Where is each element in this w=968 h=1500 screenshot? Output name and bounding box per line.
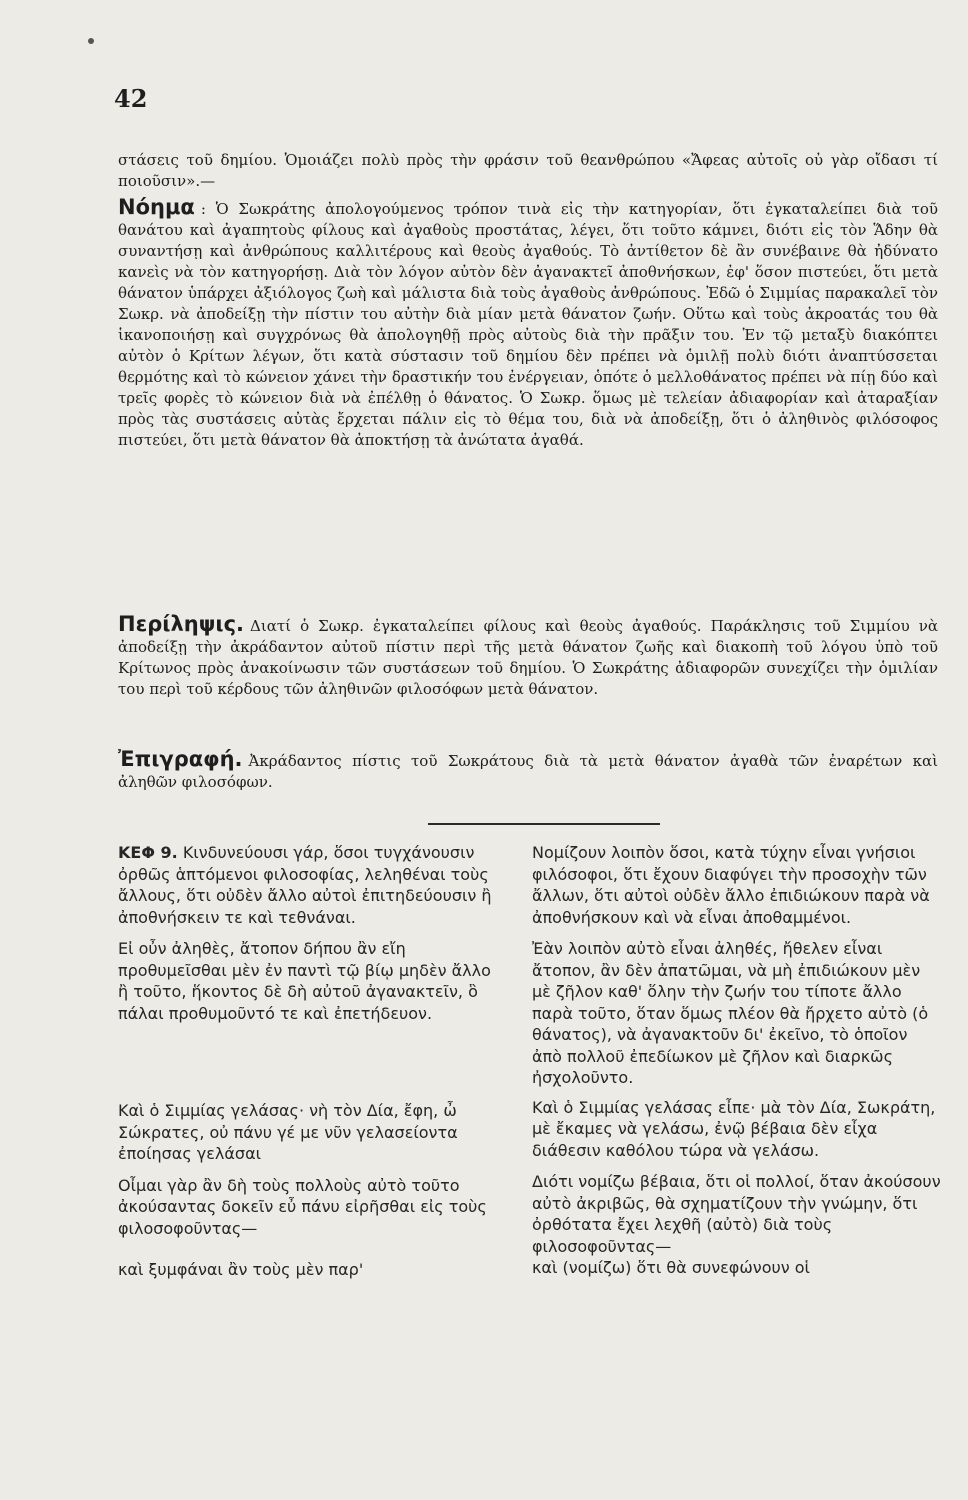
perilipsis-heading: Περίληψις. [118,612,244,636]
ink-dot [88,38,94,44]
chapter-label: ΚΕΦ 9. [118,843,178,862]
translation-paragraph: Νομίζουν λοιπὸν ὅσοι, κατὰ τύχην εἶναι γνήσιοι φιλόσοφοι, ὅτι ἔχουν διαφύγει τὴν προσοχὴν τῶν ἄλλων, ὅτι αὐτοὶ οὐδὲν ἄλλο ἐπιδιώκουν παρὰ νὰ ἀποθνήσκουν καὶ νὰ εἶναι ἀποθαμμένοι. [532,843,930,927]
ancient-greek-column [118,842,504,1291]
greek-paragraph: Οἶμαι γὰρ ἂν δὴ τοὺς πολλοὺς αὐτὸ τοῦτο ἀκούσαντας δοκεῖν εὖ πάνυ εἰρῆσθαι εἰς τοὺς φιλοσοφοῦντας— [118,1175,487,1238]
section-divider [428,823,660,825]
section-noima [118,197,938,451]
noima-heading: Νόημα [118,195,195,219]
greek-paragraph: καὶ ξυμφάναι ἂν τοὺς μὲν παρ' [118,1260,364,1279]
translation-paragraph: Διότι νομίζω βέβαια, ὅτι οἱ πολλοί, ὅταν ἀκούσουν αὐτὸ ἀκριβῶς, θὰ σχηματίζουν τὴν γνώμην, ὅτι ὀρθότατα ἔχει λεχθῆ (αὐτὸ) διὰ τοὺς φιλοσοφοῦντας— [532,1172,941,1256]
greek-paragraph: Καὶ ὁ Σιμμίας γελάσας· νὴ τὸν Δία, ἔφη, ὦ Σώκρατες, οὐ πάνυ γέ με νῦν γελασείοντα ἐποίησας γελάσαι [118,1101,458,1163]
noima-text: : Ὁ Σωκράτης ἀπολογούμενος τρόπον τινὰ εἰς τὴν κατηγορίαν, ὅτι ἐγκαταλείπει διὰ τοῦ θανάτου καὶ ἀγαπητοὺς φίλους καὶ ἀγαθοὺς προστάτας, λέγει, ὅτι τοῦτο κάμνει, διότι εἰς τὸν Ἅδην θὰ συναντήσῃ καὶ ἀνθρώπους καλλιτέρους καὶ θεοὺς ἀγαθούς. Τὸ ἀντίθετον δὲ ἂν συνέβαινε θὰ ἠδύνατο κανεὶς νὰ τὸν κατηγορήσῃ. Διὰ τὸν λόγον αὐτὸν δὲν ἀγανακτεῖ ἀποθνήσκων, ἐφ' ὅσον πιστεύει, ὅτι μετὰ θάνατον ὑπάρχει ἀξιόλογος ζωὴ καὶ μάλιστα διὰ τοὺς ἀγαθοὺς ἀνθρώπους. Ἐδῶ ὁ Σιμμίας παρακαλεῖ τὸν Σωκρ. νὰ ἀποδείξῃ τὴν πίστιν του αὐτὴν διὰ μίαν μετὰ θάνατον ζωήν. Οὕτω καὶ τοὺς ἀκροατάς του θὰ ἱκανοποιήσῃ καὶ συγχρόνως θὰ ἀπολογηθῇ πρὸς αὐτοὺς διὰ τὴν πρᾶξιν του. Ἐν τῷ μεταξὺ διακόπτει αὐτὸν ὁ Κρίτων λέγων, ὅτι κατὰ σύστασιν τοῦ δημίου δὲν πρέπει νὰ ὁμιλῇ πολὺ διότι ἀναπτύσσεται θερμότης καὶ τὸ κώνειον χάνει τὴν δραστικήν του ἐνέργειαν, ὁπότε ὁ μελλοθάνατος πρέπει νὰ πίῃ δύο καὶ τρεῖς φορὲς τὸ κώνειον διὰ νὰ ἐπέλθῃ ὁ θάνατος. Ὁ Σωκρ. ὅμως μὲ τελείαν ἀδιαφορίαν καὶ ἀταραξίαν πρὸς τὰς συστάσεις αὐτὰς ἔρχεται πάλιν εἰς τὸ θέμα του, διὰ νὰ ἀποδείξῃ, ὅτι ὁ ἀληθινὸς φιλόσοφος πιστεύει, ὅτι μετὰ θάνατον θὰ ἀποκτήσῃ τὰ ἀνώτατα ἀγαθά. [118,200,938,449]
epigrafi-text: Ἀκράδαντος πίστις τοῦ Σωκράτους διὰ τὰ μετὰ θάνατον ἀγαθὰ τῶν ἐναρέτων καὶ ἀληθῶν φιλοσόφων. [118,752,938,791]
translation-column [532,842,942,1289]
section-epigrafi [118,749,938,793]
page-number: 42 [114,84,148,113]
perilipsis-text: Διατί ὁ Σωκρ. ἐγκαταλείπει φίλους καὶ θεοὺς ἀγαθούς. Παράκλησις τοῦ Σιμμίου νὰ ἀποδείξῃ τὴν ἀκράδαντον αὐτοῦ πίστιν περὶ τῆς μετὰ θάνατον ζωῆς καὶ διακοπὴ τοῦ λόγου ὑπὸ τοῦ Κρίτωνος πρὸς ἀνακοίνωσιν τῶν συστάσεων τοῦ δημίου. Ὁ Σωκράτης ἀδιαφορῶν συνεχίζει τὴν ὁμιλίαν του περὶ τοῦ κέρδους τῶν ἀληθινῶν φιλοσόφων μετὰ θάνατον. [118,617,938,698]
intro-paragraph: στάσεις τοῦ δημίου. Ὁμοιάζει πολὺ πρὸς τὴν φράσιν τοῦ θεανθρώπου «Ἄφεας αὐτοῖς οὐ γὰρ οἴδασι τί ποιοῦσιν».— [118,151,938,190]
section-perilipsis [118,614,938,700]
translation-paragraph: Καὶ ὁ Σιμμίας γελάσας εἶπε· μὰ τὸν Δία, Σωκράτη, μὲ ἔκαμες νὰ γελάσω, ἐνῷ βέβαια δὲν εἶχα διάθεσιν καθόλου τώρα νὰ γελάσω. [532,1097,936,1160]
greek-paragraph: ΚΕΦ 9. Κινδυνεύουσι γάρ, ὅσοι τυγχάνουσιν ὀρθῶς ἁπτόμενοι φιλοσοφίας, λεληθέναι τοὺς ἄλλους, ὅτι οὐδὲν ἄλλο αὐτοὶ ἐπιτηδεύουσιν ἢ ἀποθνήσκειν τε καὶ τεθνάναι. [118,843,492,927]
translation-paragraph: καὶ (νομίζω) ὅτι θὰ συνεφώνουν οἱ [532,1258,810,1277]
translation-paragraph: Ἐὰν λοιπὸν αὐτὸ εἶναι ἀληθές, ἤθελεν εἶναι ἄτοπον, ἂν δὲν ἀπατῶμαι, νὰ μὴ ἐπιδιώκουν μὲν μὲ ζῆλον καθ' ὅλην τὴν ζωήν του τίποτε ἄλλο παρὰ τοῦτο, ὅταν ὅμως πλέον θὰ ἤρχετο αὐτὸ (ὁ θάνατος), νὰ ἀγανακτοῦν δι' ἐκεῖνο, τὸ ὁποῖον ἀπὸ πολλοῦ ἐπεδίωκον μὲ ζῆλον καὶ διαρκῶς ἠσχολοῦντο. [532,939,929,1087]
greek-paragraph: Εἰ οὖν ἀληθὲς, ἄτοπον δήπου ἂν εἴη προθυμεῖσθαι μὲν ἐν παντὶ τῷ βίῳ μηδὲν ἄλλο ἢ τοῦτο, ἥκοντος δὲ δὴ αὐτοῦ ἀγανακτεῖν, ὃ πάλαι προθυμοῦντό τε καὶ ἐπετήδευον. [118,939,491,1023]
epigrafi-heading: Ἐπιγραφή. [118,747,243,771]
